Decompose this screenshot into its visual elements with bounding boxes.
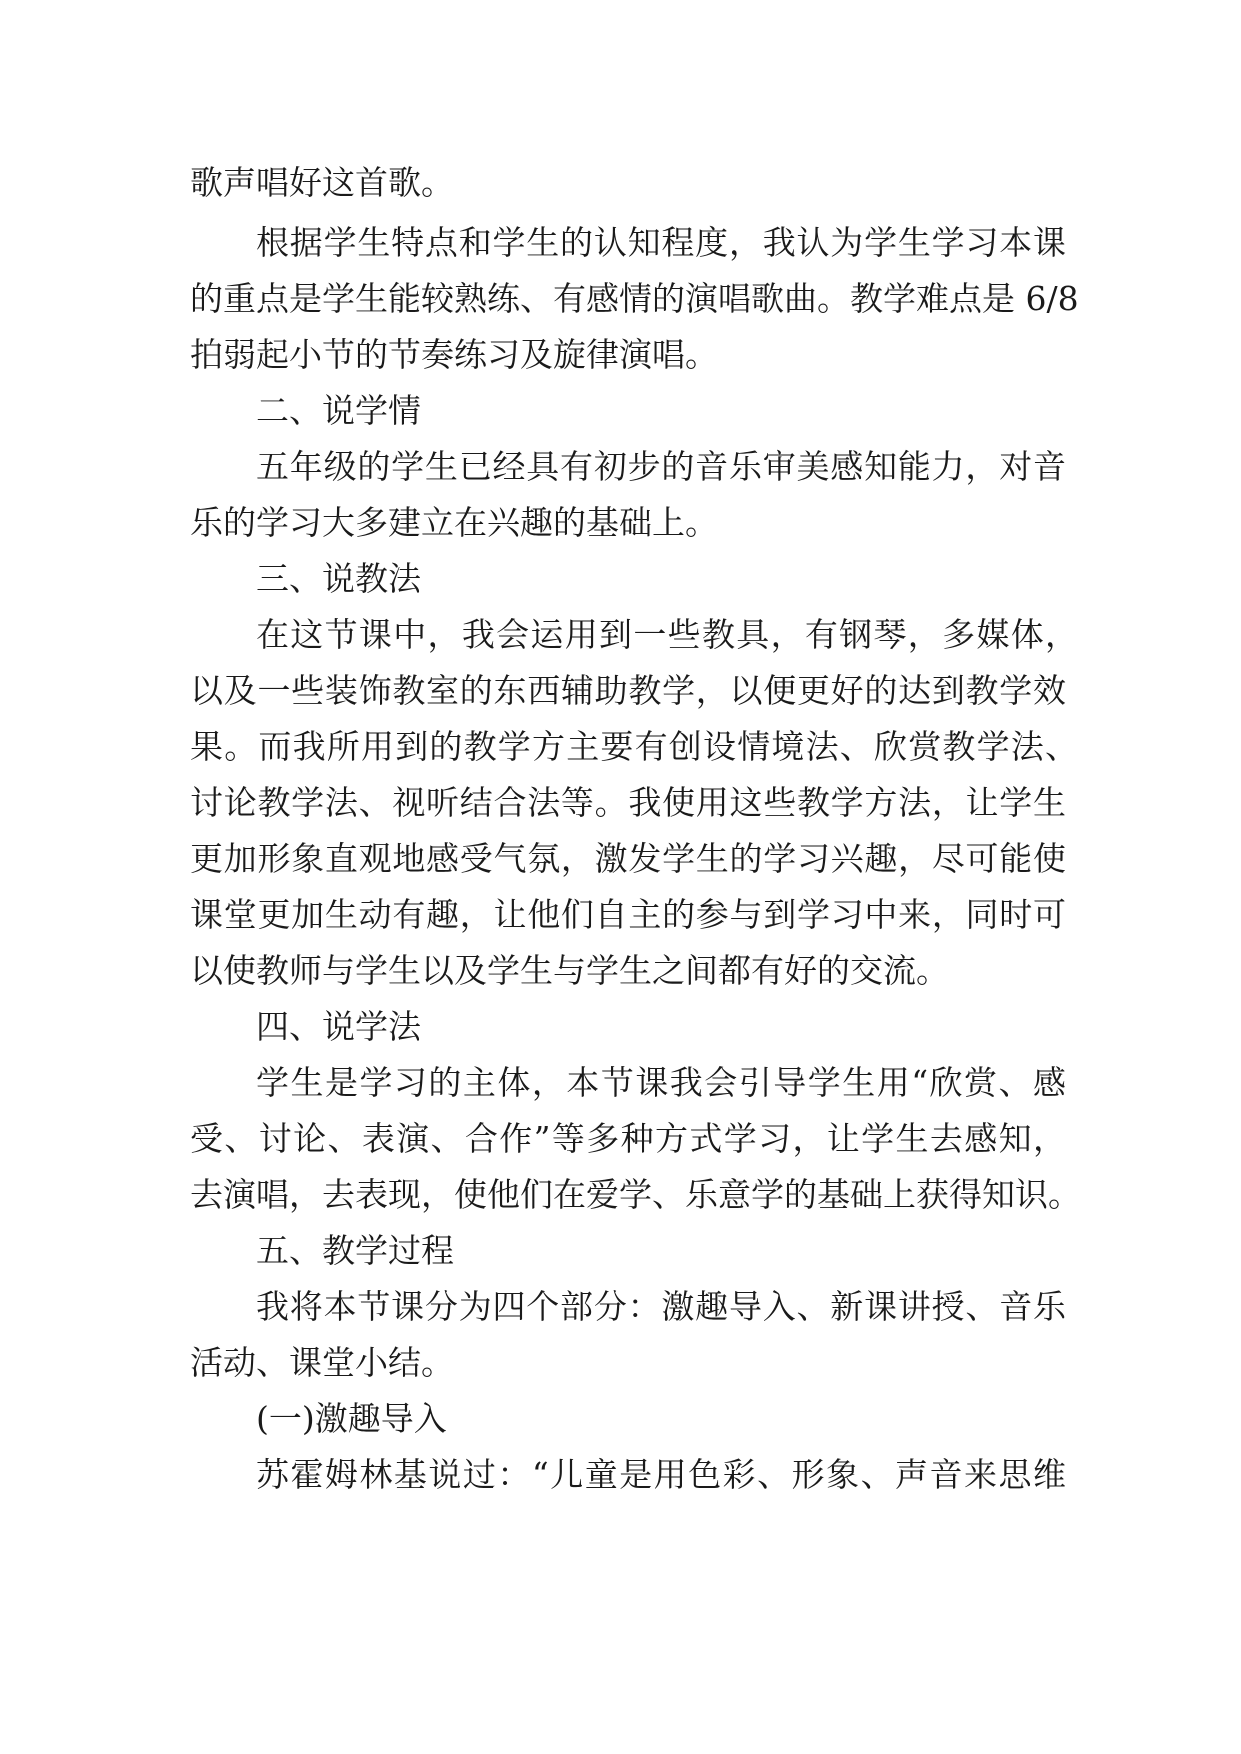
section-heading: 四、说学法	[256, 1007, 421, 1046]
section-heading: 二、说学情	[256, 391, 421, 430]
paragraph-line: 更加形象直观地感受气氛，激发学生的学习兴趣，尽可能使	[190, 839, 1066, 878]
paragraph-line: 去演唱，去表现，使他们在爱学、乐意学的基础上获得知识。	[190, 1175, 1081, 1214]
section-heading: 三、说教法	[256, 559, 421, 598]
paragraph-line: 活动、课堂小结。	[190, 1343, 454, 1382]
paragraph-line: 学生是学习的主体，本节课我会引导学生用“欣赏、感	[256, 1063, 1066, 1102]
paragraph-line: 以使教师与学生以及学生与学生之间都有好的交流。	[190, 951, 949, 990]
text-line: 歌声唱好这首歌。	[190, 163, 454, 202]
paragraph-line: 课堂更加生动有趣，让他们自主的参与到学习中来，同时可	[190, 895, 1066, 934]
paragraph-line: 以及一些装饰教室的东西辅助教学，以便更好的达到教学效	[190, 671, 1066, 710]
paragraph-line: 我将本节课分为四个部分：激趣导入、新课讲授、音乐	[256, 1287, 1066, 1326]
paragraph-line: 根据学生特点和学生的认知程度，我认为学生学习本课	[256, 223, 1066, 262]
paragraph-line: 乐的学习大多建立在兴趣的基础上。	[190, 503, 718, 542]
subsection-heading: (一)激趣导入	[256, 1399, 447, 1438]
paragraph-line: 在这节课中，我会运用到一些教具，有钢琴，多媒体，	[256, 615, 1078, 654]
paragraph-line: 的重点是学生能较熟练、有感情的演唱歌曲。教学难点是 6/8	[190, 279, 1079, 318]
paragraph-line: 讨论教学法、视听结合法等。我使用这些教学方法，让学生	[190, 783, 1066, 822]
paragraph-line: 拍弱起小节的节奏练习及旋律演唱。	[190, 335, 718, 374]
paragraph-line: 五年级的学生已经具有初步的音乐审美感知能力，对音	[256, 447, 1066, 486]
section-heading: 五、教学过程	[256, 1231, 454, 1270]
paragraph-line: 果。而我所用到的教学方主要有创设情境法、欣赏教学法、	[190, 727, 1078, 766]
paragraph-line: 受、讨论、表演、合作”等多种方式学习，让学生去感知，	[190, 1119, 1066, 1158]
paragraph-line: 苏霍姆林基说过：“儿童是用色彩、形象、声音来思维	[256, 1455, 1066, 1494]
